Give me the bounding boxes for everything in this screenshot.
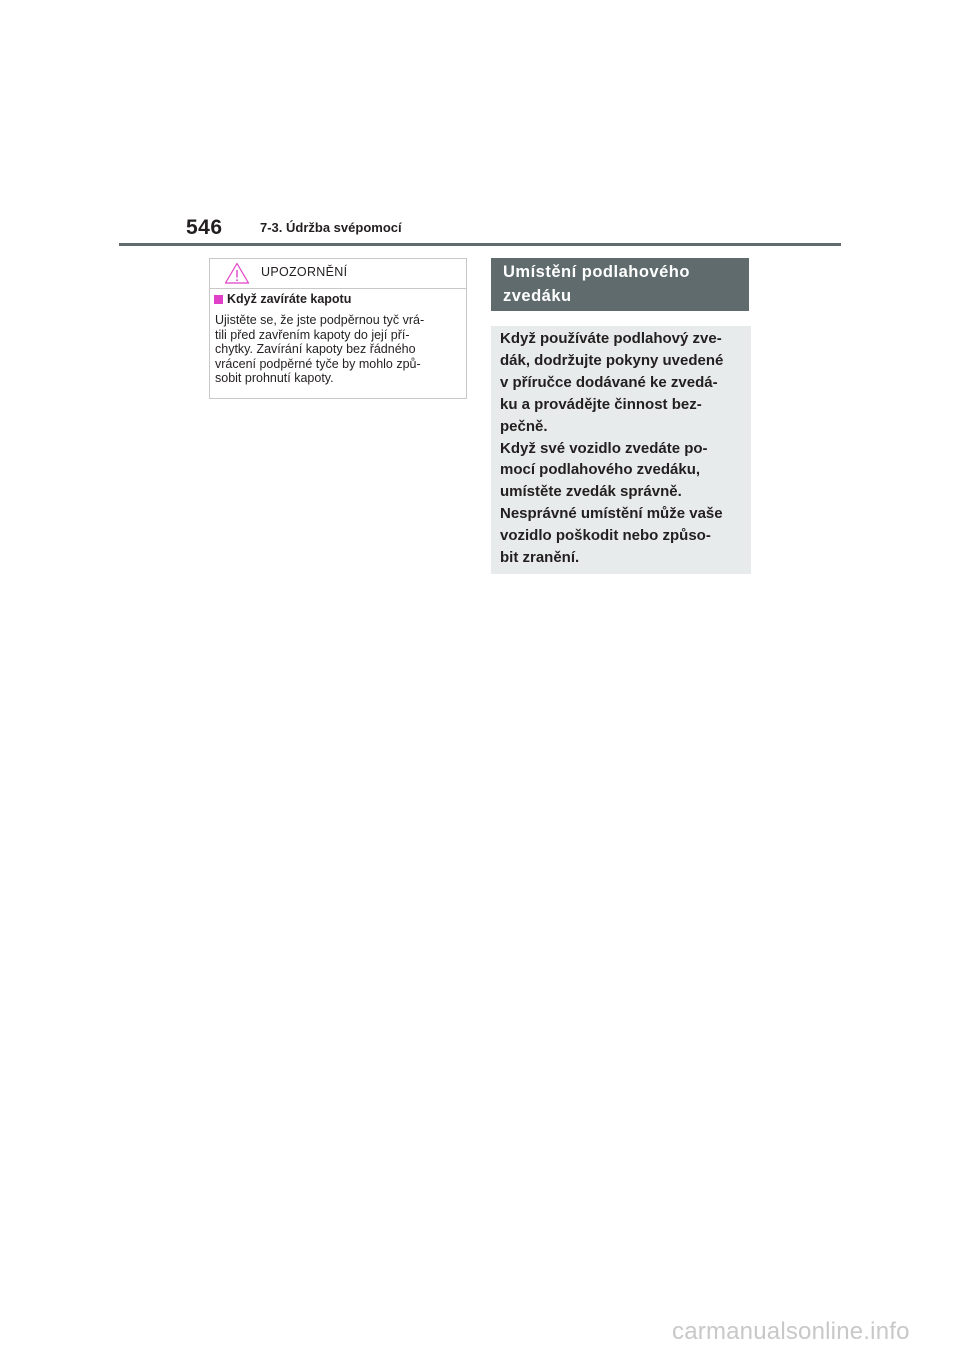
- info-line: Nesprávné umístění může vaše: [500, 505, 723, 523]
- section-title: 7-3. Údržba svépomocí: [260, 220, 402, 235]
- warning-subheading: [214, 292, 351, 306]
- warning-subheading-text: Když zavíráte kapotu: [227, 292, 352, 306]
- warning-title: UPOZORNĚNÍ: [261, 265, 348, 279]
- section-heading: [491, 258, 749, 311]
- warning-box: [209, 258, 467, 399]
- info-line: vozidlo poškodit nebo způso-: [500, 527, 711, 545]
- warning-body-line: Ujistěte se, že jste podpěrnou tyč vrá-: [215, 313, 425, 327]
- page-number: 546: [186, 216, 223, 239]
- info-line: pečně.: [500, 417, 548, 435]
- square-bullet-icon: [214, 295, 223, 304]
- warning-body-line: tili před zavřením kapoty do její pří-: [215, 327, 410, 342]
- info-line: Když své vozidlo zvedáte po-: [500, 439, 708, 457]
- info-line: Když používáte podlahový zve-: [500, 330, 722, 347]
- warning-body-line: sobit prohnutí kapoty.: [215, 371, 334, 385]
- warning-body: [215, 313, 465, 386]
- warning-header: [210, 259, 466, 289]
- info-box: [491, 326, 751, 574]
- warning-triangle-icon: [224, 262, 250, 284]
- warning-body-line: vrácení podpěrné tyče by mohlo způ-: [215, 356, 421, 371]
- info-line: umístěte zvedák správně.: [500, 483, 682, 501]
- section-heading-line: Umístění podlahového: [503, 263, 690, 281]
- info-line: bit zranění.: [500, 549, 580, 567]
- info-line: dák, dodržujte pokyny uvedené: [500, 351, 724, 369]
- header-rule: [119, 243, 841, 246]
- info-line: ku a provádějte činnost bez-: [500, 395, 702, 413]
- section-heading-line: zvedáku: [503, 287, 572, 305]
- info-line: v příručce dodávané ke zvedá-: [500, 373, 718, 391]
- info-line: mocí podlahového zvedáku,: [500, 461, 701, 479]
- warning-body-line: chytky. Zavírání kapoty bez řádného: [215, 342, 416, 356]
- watermark: carmanualsonline.info: [672, 1318, 910, 1345]
